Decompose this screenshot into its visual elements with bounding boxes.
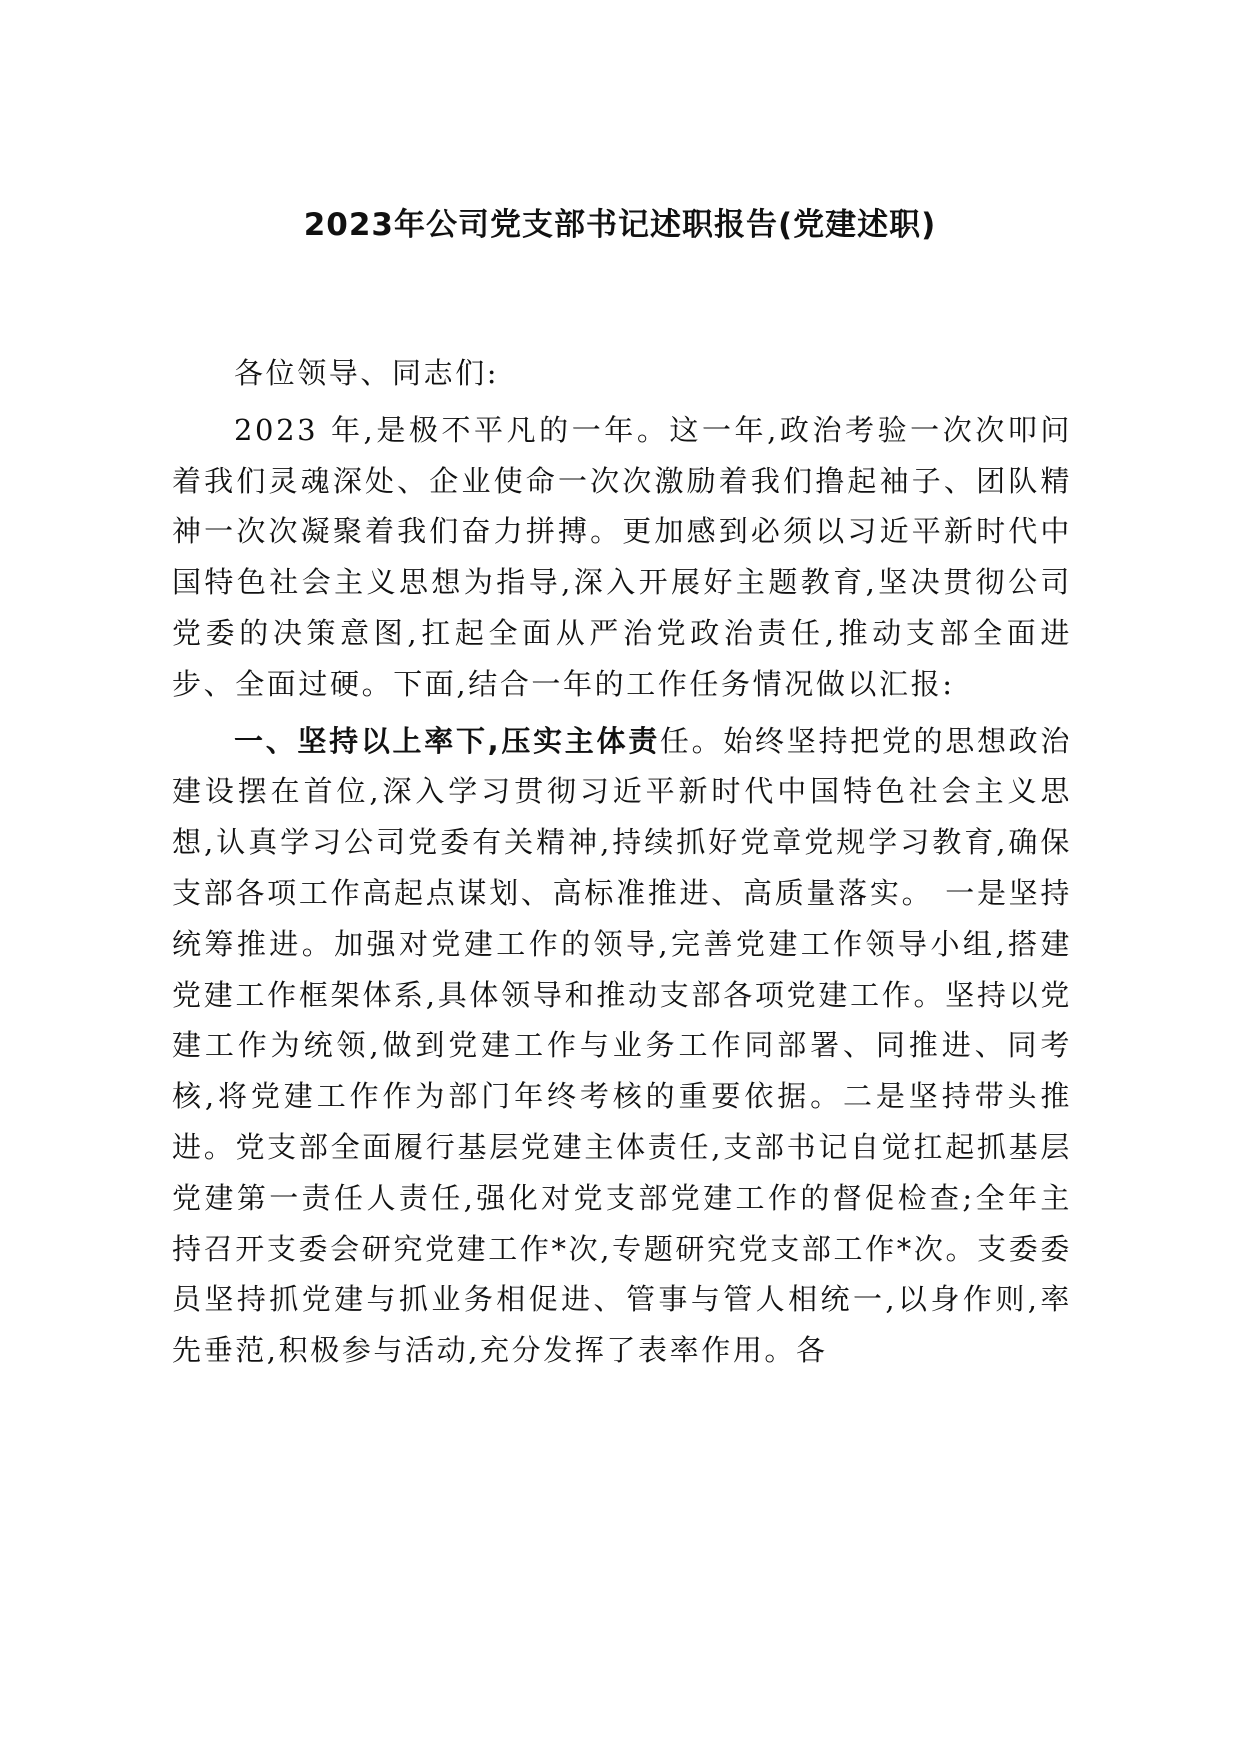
salutation: 各位领导、同志们: (234, 356, 500, 390)
section-1-paragraph (172, 716, 1072, 1376)
section-1-heading: 一、坚持以上率下,压实主体责 (234, 723, 660, 758)
section-1-text: 任。始终坚持把党的思想政治建设摆在首位,深入学习贯彻习近平新时代中国特色社会主义思想,认真学习公司党委有关精神,持续抓好党章党规学习教育,确保支部各项工作高起点谋划、高标准推进、高质量落实。 一是坚持统筹推进。加强对党建工作的领导,完善党建工作领导小组,搭建党建工作框架体系,具体领导和推动支部各项党建工作。坚持以党建工作为统领,做到党建工作与业务工作同部署、同推进、同考核,将党建工作作为部门年终考核的重要依据。二是坚持带头推进。党支部全面履行基层党建主体责任,支部书记自觉扛起抓基层党建第一责任人责任,强化对党支部党建工作的督促检查;全年主持召开支委会研究党建工作*次,专题研究党支部工作*次。支委委员坚持抓党建与抓业务相促进、管事与管人相统一,以身作则,率先垂范,积极参与活动,充分发挥了表率作用。各 (172, 723, 1072, 1368)
document-body (172, 348, 1072, 1376)
intro-paragraph: 2023 年,是极不平凡的一年。这一年,政治考验一次次叩问着我们灵魂深处、企业使命一次次激励着我们撸起袖子、团队精神一次次凝聚着我们奋力拼搏。更加感到必须以习近平新时代中国特色社会主义思想为指导,深入开展好主题教育,坚决贯彻公司党委的决策意图,扛起全面从严治党政治责任,推动支部全面进步、全面过硬。下面,结合一年的工作任务情况做以汇报: (172, 412, 1072, 701)
document-title: 2023年公司党支部书记述职报告(党建述职) (303, 207, 937, 243)
